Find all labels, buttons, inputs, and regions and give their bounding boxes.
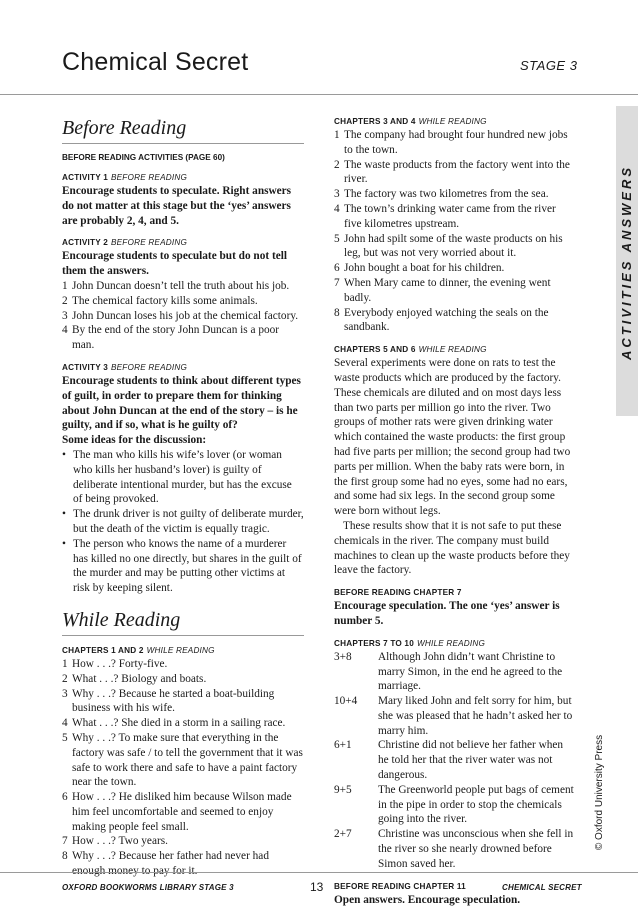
list-item: • The drunk driver is not guilty of deliberate murder, but the death of the victim is equally tragic.: [62, 508, 304, 535]
list-item: 10+4 Mary liked John and felt sorry for him, but she was pleased that he hadn’t asked her to marry him.: [334, 695, 573, 737]
chapters-7-10-heading: CHAPTERS 7 TO 10 WHILE READING: [334, 638, 486, 648]
activity-3-answer: Encourage students to think about different types of guilt, in order to prepare them for thinking about John Duncan at the end of the story – is he guilty, and if so, what is he guilty of?: [62, 374, 301, 432]
list-item: • The person who knows the name of a murderer has killed no one directly, but shares in the guilt of the murder and may be putting other victims at risk by keeping silent.: [62, 537, 302, 595]
copyright-wrap: [588, 722, 612, 862]
chapter-11-answer: Open answers. Encourage speculation.: [334, 893, 521, 906]
footer-book-title: CHEMICAL SECRET: [502, 883, 582, 892]
list-item: 2 The chemical factory kills some animals.: [62, 294, 258, 307]
chapters-5-6-heading: CHAPTERS 5 AND 6 WHILE READING: [334, 345, 487, 355]
list-item: 6+1 Christine did not believe her father when he told her that the river water was not dangerous.: [334, 739, 564, 782]
activity-2-answer: Encourage students to speculate but do not tell them the answers.: [62, 250, 288, 278]
list-item: 5 John had spilt some of the waste products on his leg, but was not very worried about it.: [334, 232, 563, 260]
list-item: 3 Why . . .? Because he started a boat-building business with his wife.: [62, 687, 275, 715]
page-number: 13: [310, 880, 324, 894]
activity-1-answer: Encourage students to speculate. Right answers do not matter at this stage but the ‘yes’ answers are probably 2, 4, and 5.: [62, 185, 292, 227]
list-item: 4 By the end of the story John Duncan is a poor man.: [62, 324, 280, 352]
list-item: 1 The company had brought four hundred new jobs to the town.: [334, 129, 568, 156]
activity-3-heading: ACTIVITY 3 BEFORE READING: [62, 362, 188, 372]
activity-3-bullets: [62, 448, 304, 596]
activity-2-heading: ACTIVITY 2 BEFORE READING: [62, 238, 188, 248]
list-item: 6 John bought a boat for his children.: [334, 262, 505, 275]
chapter-11-heading: BEFORE READING CHAPTER 11: [334, 881, 466, 891]
chapters-1-2-heading: CHAPTERS 1 AND 2 WHILE READING: [62, 645, 215, 655]
copyright: © Oxford University Press: [594, 734, 606, 850]
list-item: 3 The factory was two kilometres from the sea.: [334, 188, 549, 201]
list-item: 4 What . . .? She died in a storm in a sailing race.: [62, 717, 286, 730]
section-title-while-reading: While Reading: [62, 608, 304, 636]
page-title: Chemical Secret: [62, 48, 249, 76]
list-item: 1 John Duncan doesn’t tell the truth about his job.: [62, 279, 290, 292]
chapters-5-6-paragraph-1: Several experiments were done on rats to test the waste products which are produced by the factory. These chemicals are diluted and on most days less than two parts per million go into the river. Two groups of mother rats were given drinking water which contained the waste products: the first group had five parts per million; the second group had two parts per million. When the baby rats were born, in the first group some had no eyes, some had no ears, and some had six legs. In the second group some were born without legs.: [334, 357, 571, 518]
activities-heading: BEFORE READING ACTIVITIES (PAGE 60): [62, 153, 225, 162]
list-item: 5 Why . . .? To make sure that everything in the factory was safe / to tell the government that it was safe to work there and safe to have a paint factory near the town.: [62, 731, 303, 789]
section-title-before-reading: Before Reading: [62, 116, 304, 144]
list-item: • The man who kills his wife’s lover (or woman who kills her husband’s lover) is guilty of deliberate intentional murder, but has the excuse of being provoked.: [62, 448, 292, 506]
left-column: [62, 116, 304, 879]
chapters-3-4-list: [334, 128, 574, 335]
activity-3-ideas: Some ideas for the discussion:: [62, 434, 207, 447]
footer-divider: [0, 872, 638, 873]
list-item: 8 Everybody enjoyed watching the seals on the sandbank.: [334, 306, 549, 334]
side-tab-label-wrap: [614, 112, 638, 412]
list-item: 3 John Duncan loses his job at the chemical factory.: [62, 309, 299, 322]
chapters-3-4-heading: CHAPTERS 3 AND 4 WHILE READING: [334, 117, 487, 126]
list-item: 4 The town’s drinking water came from the river five kilometres upstream.: [334, 202, 556, 230]
list-item: 8 Why . . .? Because her father had never had: [62, 850, 269, 863]
activity-1-heading: ACTIVITY 1 BEFORE READING: [62, 173, 188, 182]
list-item: 1 How . . .? Forty-five.: [62, 657, 168, 670]
list-item: 2+7 Christine was unconscious when she fell in the river so she nearly drowned before Simon saved her.: [334, 828, 574, 870]
right-column: [334, 116, 574, 907]
activity-2-list: [62, 279, 304, 353]
footer-series: OXFORD BOOKWORMS LIBRARY STAGE 3: [62, 883, 234, 892]
header-divider: [0, 94, 638, 95]
list-item: 3+8 Although John didn’t want Christine to marry Simon, in the end he agreed to the marriage.: [334, 650, 563, 693]
stage-label: STAGE 3: [520, 58, 578, 73]
list-item: 2 The waste products from the factory went into the river.: [334, 158, 570, 186]
side-tab-label: ACTIVITIES ANSWERS: [619, 164, 635, 360]
list-item: 7 When Mary came to dinner, the evening went badly.: [334, 276, 551, 304]
list-item: 6 How . . .? He disliked him because Wilson made him feel uncomfortable and seemed to enjoy making people feel small.: [62, 791, 292, 833]
chapters-7-10-list: [334, 650, 574, 872]
chapters-1-2-list: [62, 657, 304, 879]
chapter-7-heading: BEFORE READING CHAPTER 7: [334, 588, 462, 598]
list-item: 9+5 The Greenworld people put bags of cement in the pipe in order to stop the chemicals going into the river.: [334, 783, 574, 826]
list-item: 2 What . . .? Biology and boats.: [62, 672, 207, 685]
chapter-7-answer: Encourage speculation. The one ‘yes’ answer is number 5.: [334, 600, 560, 627]
list-item: 7 How . . .? Two years.: [62, 835, 168, 848]
chapters-5-6-paragraph-2: These results show that it is not safe to put these chemicals in the river. The company must build machines to clean up the waste products before they leave the factory.: [334, 519, 570, 577]
